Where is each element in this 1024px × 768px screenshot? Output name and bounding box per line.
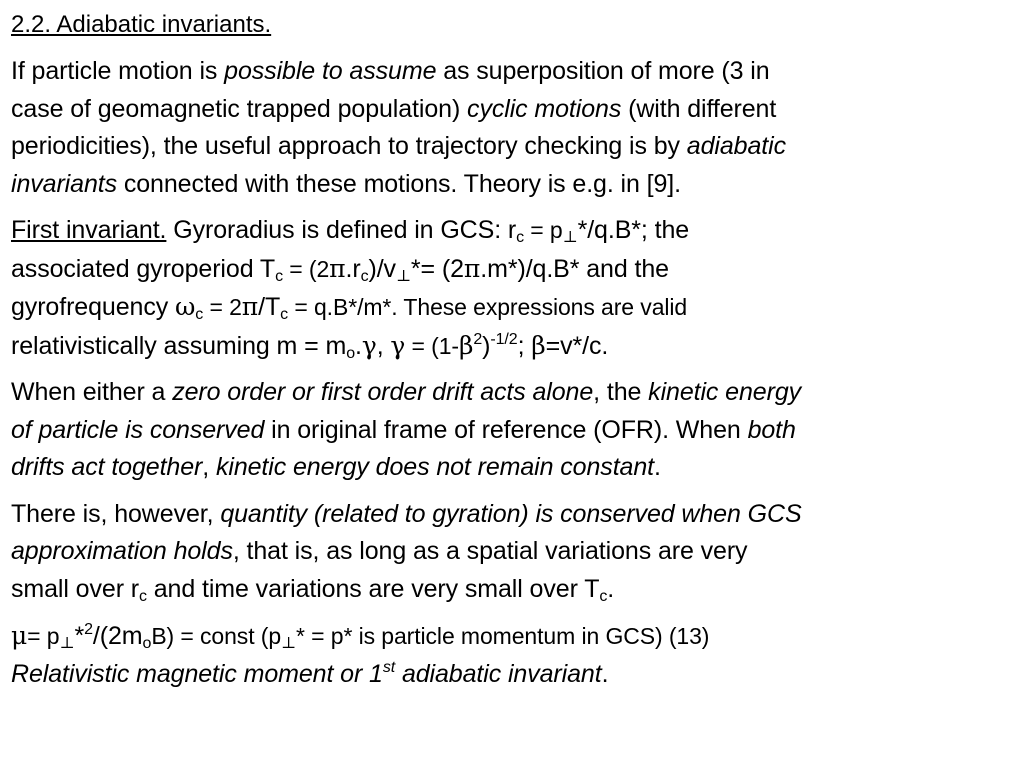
intro-line-1: If particle motion is possible to assume as superposition of more (3 in [11, 57, 770, 85]
intro-line-3: periodicities), the useful approach to trajectory checking is by adiabatic [11, 132, 786, 160]
magnetic-moment-equation: $\mu= p_\perp*^2/(2m_oB)$ = const ($p_\perp* = p*$ is particle momentum in GCS) (13) [11, 621, 710, 652]
magnetic-moment-paragraph [11, 617, 1016, 693]
emphasis-text: possible to assume [224, 57, 437, 85]
first-invariant-line-4: relativistically assuming $m = m_o.\gamma$, $\gamma = (1-\beta^2)^{-1/2}$; β=v*/c. [11, 330, 609, 362]
emphasis-text: approximation holds [11, 537, 233, 565]
intro-paragraph [11, 53, 1016, 203]
emphasis-text: cyclic motions [467, 94, 622, 123]
conserved-quantity-paragraph [11, 496, 1016, 609]
slide-page [11, 10, 1016, 702]
emphasis-text: invariants [11, 169, 117, 198]
emphasis-text: adiabatic [686, 132, 786, 160]
first-invariant-line-1: First invariant. Gyroradius is defined in GCS: $r_c = p_\perp*/q.B*$; the [11, 216, 690, 246]
first-invariant-paragraph [11, 212, 1016, 365]
drift-line-2: of particle is conserved in original frame of reference (OFR). When both [11, 415, 796, 444]
emphasis-text: quantity (related to gyration) is conserved when GCS [220, 499, 802, 528]
magnetic-moment-caption: Relativistic magnetic moment or 1st adiabatic invariant. [11, 658, 609, 688]
intro-line-2: case of geomagnetic trapped population) cyclic motions (with different [11, 94, 777, 123]
first-invariant-line-2: associated gyroperiod $T_c = (2\pi.r_c)/v_\perp*= (2\pi.m*)/q.B*$ and the [11, 253, 669, 285]
emphasis-text: both [747, 415, 796, 444]
intro-line-4: invariants connected with these motions. Theory is e.g. in [9]. [11, 169, 681, 198]
emphasis-text: of particle is conserved [11, 415, 265, 444]
drift-line-1: When either a zero order or first order drift acts alone, the kinetic energy [11, 378, 802, 406]
first-invariant-line-3: gyrofrequency $\omega_c = 2\pi/T_c = q.B*/m*$. These expressions are valid [11, 292, 688, 323]
drift-line-3: drifts act together, kinetic energy does not remain constant. [11, 453, 661, 481]
emphasis-text: zero order or first order drift acts alone [172, 378, 594, 406]
conserved-line-2: approximation holds, that is, as long as a spatial variations are very [11, 537, 748, 565]
drift-paragraph [11, 374, 1016, 487]
emphasis-text: drifts act together [11, 453, 203, 481]
conserved-line-1: There is, however, quantity (related to gyration) is conserved when GCS [11, 499, 802, 528]
emphasis-text: kinetic energy [648, 378, 802, 406]
section-title: 2.2. Adiabatic invariants. [11, 11, 272, 38]
first-invariant-label: First invariant. [11, 216, 167, 244]
emphasis-text: kinetic energy does not remain constant [215, 453, 654, 481]
conserved-line-3: small over $r_c$ and time variations are very small over $T_c$. [11, 574, 615, 605]
